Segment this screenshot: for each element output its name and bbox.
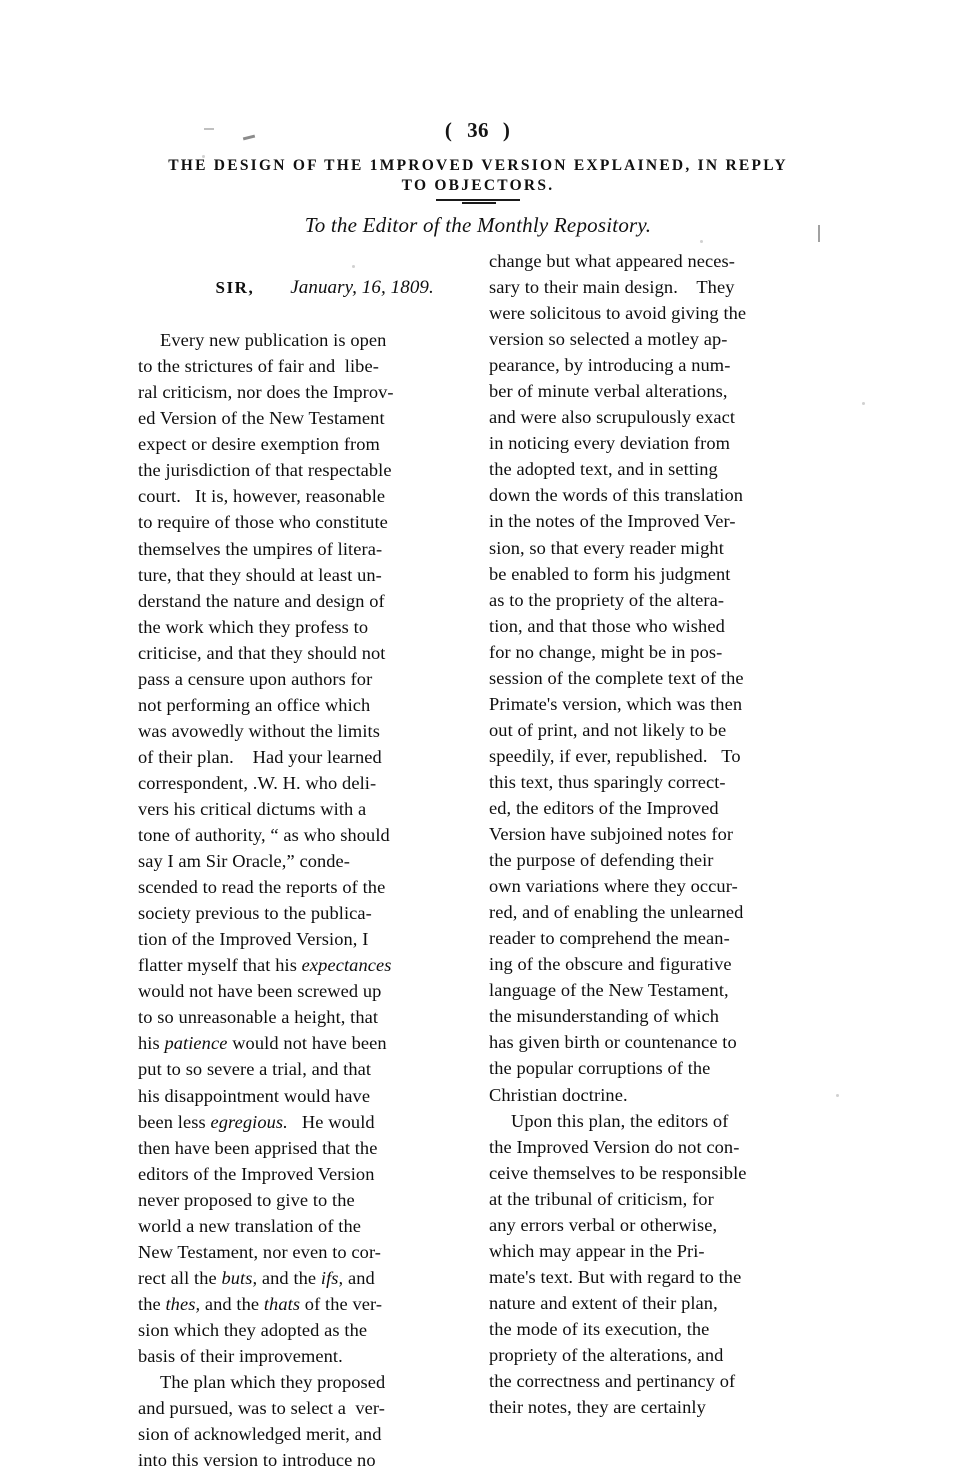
text-line: rect all the buts, and the ifs, and — [138, 1267, 375, 1288]
text-line: then have been apprised that the — [138, 1137, 378, 1158]
text-line: down the words of this translation — [489, 485, 744, 506]
text-line: say I am Sir Oracle,” conde- — [138, 851, 351, 872]
text-line: ture, that they should at least un- — [138, 564, 382, 585]
text-line: The plan which they proposed — [160, 1372, 386, 1393]
text-line: ceive themselves to be responsible — [489, 1162, 747, 1183]
text-line: be enabled to form his judgment — [489, 563, 731, 584]
text-line: the purpose of defending their — [489, 850, 714, 871]
text-line: Christian doctrine. — [489, 1084, 628, 1105]
right-column-text — [489, 248, 826, 1420]
text-line: which may appear in the Pri- — [489, 1240, 705, 1261]
text-line: to the strictures of fair and libe- — [138, 356, 379, 377]
text-line: session of the complete text of the — [489, 667, 744, 688]
text-line: editors of the Improved Version — [138, 1163, 375, 1184]
text-line: this text, thus sparingly correct- — [489, 771, 726, 792]
text-line: red, and of enabling the unlearned — [489, 902, 744, 923]
text-line: his disappointment would have — [138, 1085, 371, 1106]
text-line: sary to their main design. They — [489, 277, 735, 298]
text-line: tion, and that those who wished — [489, 615, 725, 636]
text-line: the correctness and pertinancy of — [489, 1371, 736, 1392]
article-title-line-1: THE DESIGN OF THE 1MPROVED VERSION EXPLAINED, IN REPLY — [168, 157, 788, 174]
text-line: has given birth or countenance to — [489, 1032, 737, 1053]
scan-fleck — [700, 240, 703, 243]
text-line: speedily, if ever, republished. To — [489, 745, 741, 766]
text-line: ed Version of the New Testament — [138, 408, 385, 429]
text-line: into this version to introduce no — [138, 1450, 376, 1471]
salutation-line — [138, 248, 475, 327]
text-line: Upon this plan, the editors of — [511, 1110, 729, 1131]
text-line: sion which they adopted as the — [138, 1319, 368, 1340]
body-columns — [138, 248, 826, 1473]
text-line: criticise, and that they should not — [138, 642, 386, 663]
text-line: Primate's version, which was then — [489, 693, 743, 714]
text-line: as to the propriety of the altera- — [489, 589, 725, 610]
dateline: January, 16, 1809. — [290, 277, 434, 299]
text-line: ber of minute verbal alterations, — [489, 381, 728, 402]
text-line: society previous to the publica- — [138, 903, 372, 924]
text-line: correspondent, .W. H. who deli- — [138, 772, 377, 793]
scan-fleck — [352, 265, 355, 268]
text-line: the popular corruptions of the — [489, 1058, 711, 1079]
text-line: Version have subjoined notes for — [489, 824, 734, 845]
scan-fleck — [144, 1146, 147, 1149]
text-line: nature and extent of their plan, — [489, 1292, 718, 1313]
text-line: the misunderstanding of which — [489, 1006, 720, 1027]
text-line: scended to read the reports of the — [138, 877, 386, 898]
text-line: out of print, and not likely to be — [489, 719, 727, 740]
text-line: sion of acknowledged merit, and — [138, 1424, 382, 1445]
text-line: put to so severe a trial, and that — [138, 1059, 372, 1080]
folio-close-paren: ) — [502, 118, 512, 142]
text-line: been less egregious. He would — [138, 1111, 375, 1132]
text-line: vers his critical dictums with a — [138, 798, 367, 819]
salutation: SIR, — [215, 278, 255, 298]
page-number: 36 — [467, 118, 489, 142]
article-subtitle: To the Editor of the Monthly Repository. — [304, 213, 652, 237]
text-line: pass a censure upon authors for — [138, 668, 373, 689]
text-line: and were also scrupulously exact — [489, 407, 736, 428]
text-line: ed, the editors of the Improved — [489, 797, 719, 818]
text-line: sion, so that every reader might — [489, 537, 724, 558]
text-line: themselves the umpires of litera- — [138, 538, 383, 559]
text-line: in noticing every deviation from — [489, 433, 731, 454]
text-line: ing of the obscure and figurative — [489, 954, 732, 975]
scan-fleck — [202, 155, 205, 158]
margin-tick-mark — [818, 225, 820, 242]
page-folio — [0, 118, 956, 143]
text-line: expect or desire exemption from — [138, 434, 380, 455]
text-line: derstand the nature and design of — [138, 590, 385, 611]
text-line: and pursued, was to select a ver- — [138, 1398, 385, 1419]
text-line: propriety of the alterations, and — [489, 1344, 724, 1365]
text-line: would not have been screwed up — [138, 981, 382, 1002]
text-line: were solicitous to avoid giving the — [489, 303, 747, 324]
text-line: tone of authority, “ as who should — [138, 825, 390, 846]
text-line: not performing an office which — [138, 694, 371, 715]
article-title-line-2: TO OBJECTORS. — [401, 177, 555, 194]
text-line: language of the New Testament, — [489, 980, 729, 1001]
text-line: world a new translation of the — [138, 1215, 361, 1236]
scan-fleck — [836, 1094, 839, 1097]
text-line: New Testament, nor even to cor- — [138, 1241, 382, 1262]
right-text-column — [489, 248, 826, 1473]
scan-artifact-speck — [204, 128, 214, 130]
text-line: the adopted text, and in setting — [489, 459, 718, 480]
text-line: was avowedly without the limits — [138, 720, 380, 741]
text-line: ral criticism, nor does the Improv- — [138, 382, 394, 403]
text-line: of their plan. Had your learned — [138, 746, 382, 767]
text-line: any errors verbal or otherwise, — [489, 1214, 718, 1235]
text-line: for no change, might be in pos- — [489, 641, 723, 662]
text-line: mate's text. But with regard to the — [489, 1266, 742, 1287]
left-column-text — [138, 327, 475, 1473]
text-line: the jurisdiction of that respectable — [138, 460, 392, 481]
folio-open-paren: ( — [444, 118, 454, 142]
text-line: Every new publication is open — [160, 330, 387, 351]
text-line: never proposed to give to the — [138, 1189, 355, 1210]
text-line: his patience would not have been — [138, 1033, 387, 1054]
scan-fleck — [862, 402, 865, 405]
text-line: at the tribunal of criticism, for — [489, 1188, 714, 1209]
text-line: pearance, by introducing a num- — [489, 355, 731, 376]
text-line: reader to comprehend the mean- — [489, 928, 730, 949]
text-line: the work which they profess to — [138, 616, 369, 637]
text-line: version so selected a motley ap- — [489, 329, 728, 350]
text-line: in the notes of the Improved Ver- — [489, 511, 736, 532]
text-line: court. It is, however, reasonable — [138, 486, 386, 507]
text-line: to so unreasonable a height, that — [138, 1007, 379, 1028]
text-line: the mode of its execution, the — [489, 1318, 710, 1339]
text-line: own variations where they occur- — [489, 876, 738, 897]
text-line: the thes, and the thats of the ver- — [138, 1293, 383, 1314]
text-line: change but what appeared neces- — [489, 251, 735, 271]
text-line: flatter myself that his expectances — [138, 955, 392, 976]
text-line: the Improved Version do not con- — [489, 1136, 740, 1157]
heading-divider-rule — [436, 199, 520, 201]
text-line: their notes, they are certainly — [489, 1397, 706, 1418]
left-text-column — [138, 248, 475, 1473]
text-line: tion of the Improved Version, I — [138, 929, 369, 950]
text-line: to require of those who constitute — [138, 512, 388, 533]
text-line: basis of their improvement. — [138, 1345, 343, 1366]
